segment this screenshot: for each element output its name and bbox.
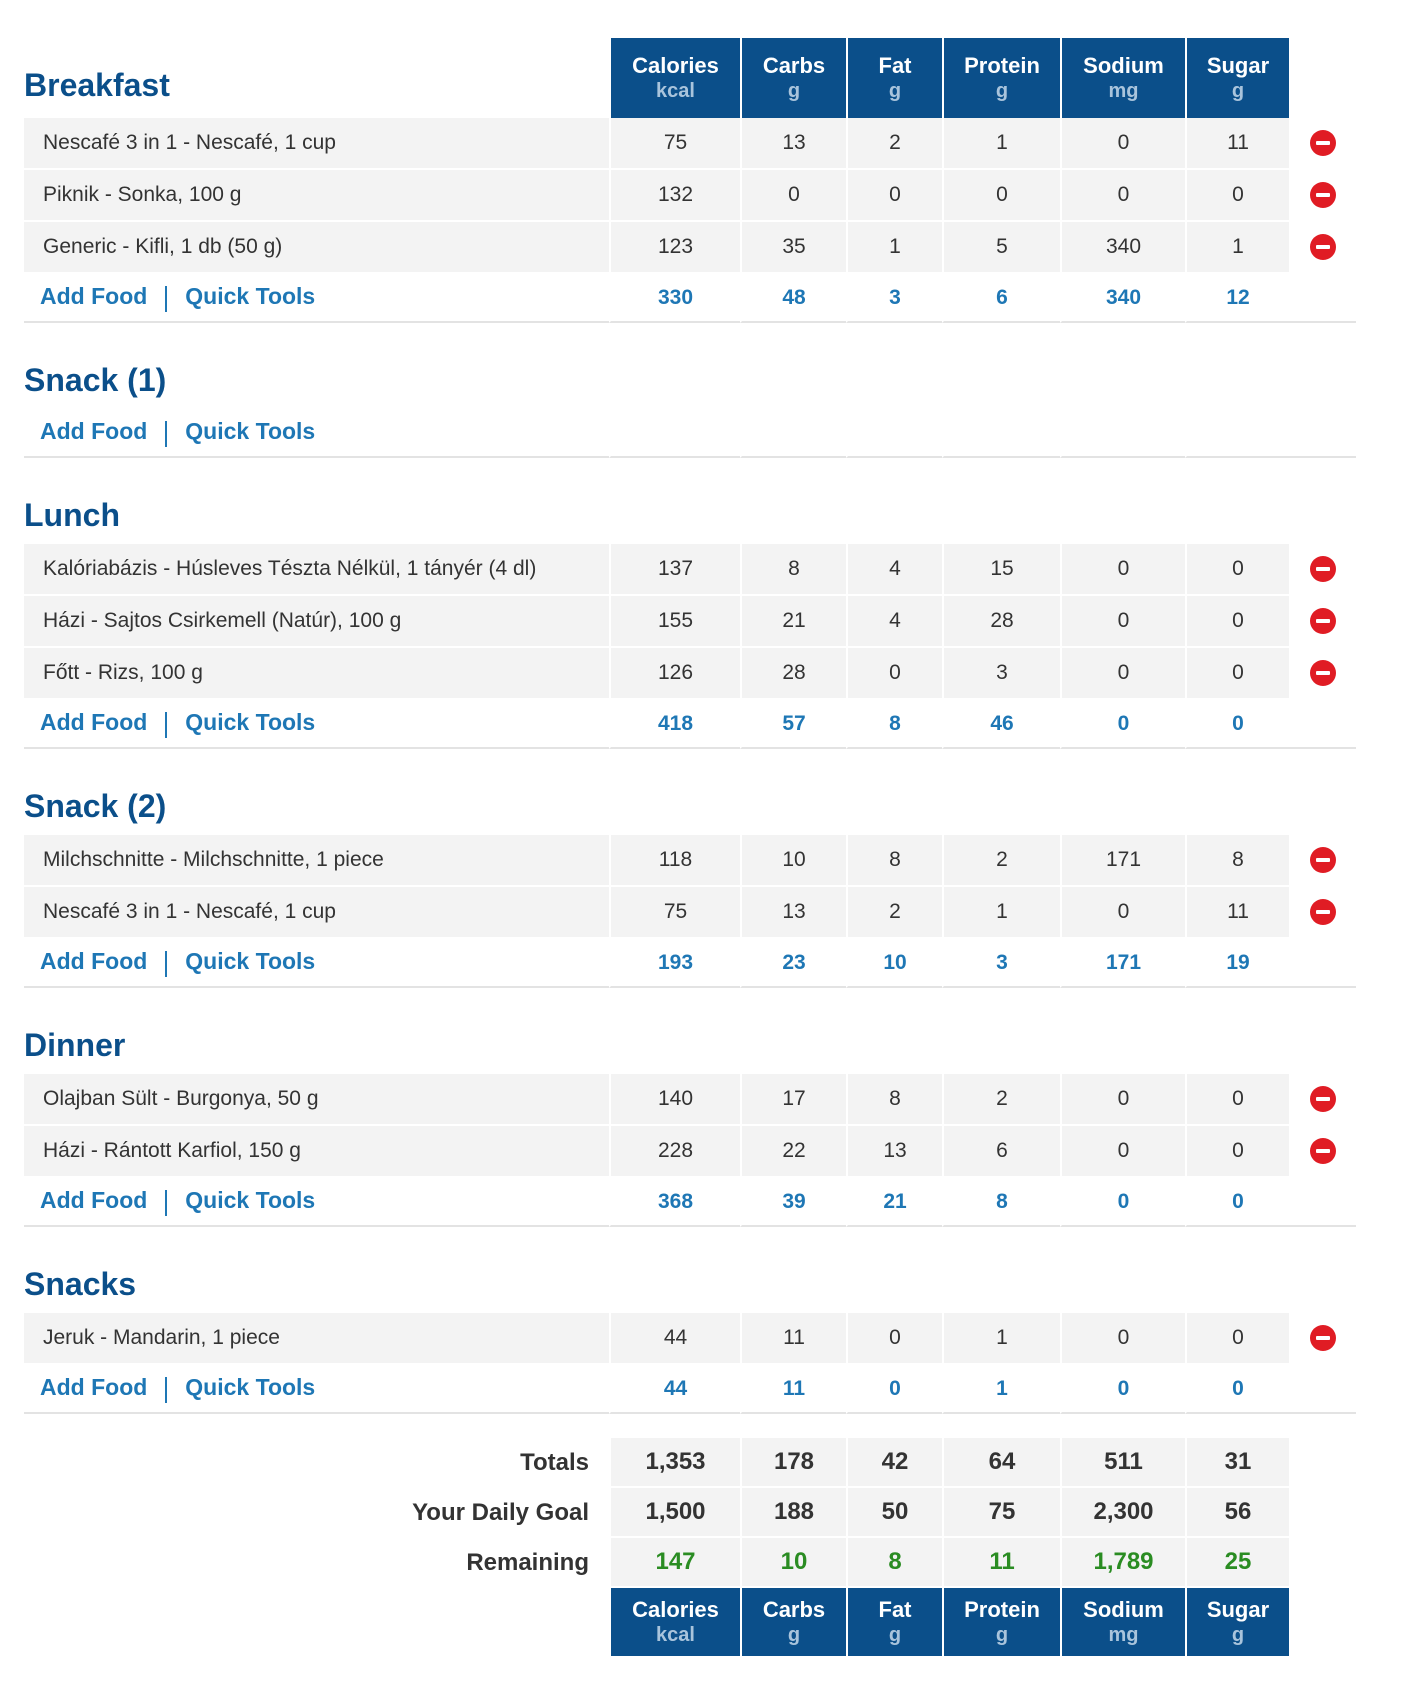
food-name-link[interactable]: Piknik - Sonka, 100 g bbox=[24, 170, 609, 222]
column-name: Sodium bbox=[1083, 1597, 1164, 1622]
meal-title: Lunch bbox=[24, 497, 120, 533]
meal-total-sugar: 19 bbox=[1185, 939, 1289, 988]
food-fat-value: 1 bbox=[846, 222, 942, 274]
meal-actions-row bbox=[24, 939, 1356, 988]
food-fat-value: 2 bbox=[846, 118, 942, 170]
header-col-sodium bbox=[1060, 38, 1185, 118]
column-unit: g bbox=[995, 80, 1009, 102]
spacer-row bbox=[24, 1414, 1356, 1426]
quick-tools-link[interactable]: Quick Tools bbox=[185, 418, 316, 445]
delete-cell bbox=[1289, 596, 1356, 648]
actions-blank bbox=[1289, 1365, 1356, 1414]
meal-total-carbs: 39 bbox=[740, 1178, 846, 1227]
food-calories-value: 155 bbox=[609, 596, 740, 648]
delete-cell bbox=[1289, 887, 1356, 939]
summary-sodium-value: 2,300 bbox=[1060, 1488, 1185, 1538]
link-divider bbox=[165, 421, 167, 447]
delete-food-icon[interactable] bbox=[1310, 130, 1336, 156]
food-calories-value: 228 bbox=[609, 1126, 740, 1178]
meal-total-sodium: 0 bbox=[1060, 1178, 1185, 1227]
food-row bbox=[24, 1126, 1356, 1178]
meal-total-sodium: 171 bbox=[1060, 939, 1185, 988]
food-calories-value: 126 bbox=[609, 648, 740, 700]
summary-label: Totals bbox=[24, 1438, 609, 1488]
food-row bbox=[24, 596, 1356, 648]
column-unit: g bbox=[787, 80, 801, 102]
column-name: Calories bbox=[632, 1597, 719, 1622]
meal-total-fat: 3 bbox=[846, 274, 942, 323]
summary-fat-value: 8 bbox=[846, 1538, 942, 1588]
column-unit: g bbox=[888, 1624, 902, 1646]
food-sugar-value: 0 bbox=[1185, 1126, 1289, 1178]
header-col-carbs bbox=[740, 38, 846, 118]
delete-cell bbox=[1289, 118, 1356, 170]
food-diary-table bbox=[24, 38, 1356, 1656]
meal-header-row bbox=[24, 38, 1356, 118]
actions-blank bbox=[1289, 700, 1356, 749]
quick-tools-link[interactable]: Quick Tools bbox=[185, 283, 316, 310]
food-row bbox=[24, 1313, 1356, 1365]
food-fat-value: 0 bbox=[846, 648, 942, 700]
delete-food-icon[interactable] bbox=[1310, 182, 1336, 208]
food-protein-value: 6 bbox=[942, 1126, 1060, 1178]
meal-header-row bbox=[24, 323, 1356, 409]
food-sodium-value: 0 bbox=[1060, 118, 1185, 170]
meal-total-fat: 0 bbox=[846, 1365, 942, 1414]
delete-food-icon[interactable] bbox=[1310, 899, 1336, 925]
column-unit: g bbox=[1231, 1624, 1245, 1646]
summary-sodium-value: 511 bbox=[1060, 1438, 1185, 1488]
food-carbs-value: 8 bbox=[740, 544, 846, 596]
summary-protein-value: 75 bbox=[942, 1488, 1060, 1538]
food-protein-value: 15 bbox=[942, 544, 1060, 596]
food-calories-value: 118 bbox=[609, 835, 740, 887]
food-sugar-value: 8 bbox=[1185, 835, 1289, 887]
meal-actions-row bbox=[24, 409, 1356, 458]
column-name: Fat bbox=[878, 53, 912, 78]
meal-total-calories: 44 bbox=[609, 1365, 740, 1414]
food-calories-value: 137 bbox=[609, 544, 740, 596]
food-fat-value: 8 bbox=[846, 1074, 942, 1126]
meal-header-filler bbox=[609, 749, 1356, 835]
food-row bbox=[24, 887, 1356, 939]
delete-cell bbox=[1289, 1074, 1356, 1126]
summary-sodium-value: 1,789 bbox=[1060, 1538, 1185, 1588]
meal-total-calories: 368 bbox=[609, 1178, 740, 1227]
food-protein-value: 2 bbox=[942, 835, 1060, 887]
meal-actions bbox=[24, 274, 609, 323]
summary-blank bbox=[1289, 1438, 1356, 1488]
header-col-sugar bbox=[1185, 38, 1289, 118]
food-protein-value: 1 bbox=[942, 1313, 1060, 1365]
summary-label: Your Daily Goal bbox=[24, 1488, 609, 1538]
food-name-link[interactable]: Főtt - Rizs, 100 g bbox=[24, 648, 609, 700]
footer-col-calories bbox=[609, 1588, 740, 1656]
food-sugar-value: 11 bbox=[1185, 118, 1289, 170]
meal-title: Snack (1) bbox=[24, 362, 167, 398]
summary-protein-value: 64 bbox=[942, 1438, 1060, 1488]
delete-food-icon[interactable] bbox=[1310, 608, 1336, 634]
column-name: Fat bbox=[878, 1597, 912, 1622]
summary-carbs-value: 188 bbox=[740, 1488, 846, 1538]
food-name-link[interactable]: Kalóriabázis - Húsleves Tészta Nélkül, 1 tányér (4 dl) bbox=[24, 544, 609, 596]
meal-total-protein: 6 bbox=[942, 274, 1060, 323]
delete-cell bbox=[1289, 1126, 1356, 1178]
food-row bbox=[24, 835, 1356, 887]
column-name: Calories bbox=[632, 53, 719, 78]
footer-col-carbs bbox=[740, 1588, 846, 1656]
column-name: Sugar bbox=[1206, 1597, 1270, 1622]
meal-title: Snacks bbox=[24, 1266, 137, 1302]
food-sugar-value: 0 bbox=[1185, 1313, 1289, 1365]
add-food-link[interactable]: Add Food bbox=[40, 1187, 148, 1214]
add-food-link[interactable]: Add Food bbox=[40, 283, 148, 310]
column-unit: mg bbox=[1108, 80, 1139, 102]
footer-header-row bbox=[24, 1588, 1356, 1656]
food-fat-value: 8 bbox=[846, 835, 942, 887]
column-unit: mg bbox=[1108, 1624, 1139, 1646]
link-divider bbox=[165, 951, 167, 977]
food-fat-value: 4 bbox=[846, 596, 942, 648]
meal-total-sodium bbox=[1060, 409, 1185, 458]
food-row bbox=[24, 118, 1356, 170]
header-blank bbox=[1289, 38, 1356, 118]
actions-blank bbox=[1289, 1178, 1356, 1227]
summary-blank bbox=[1289, 1488, 1356, 1538]
summary-fat-value: 50 bbox=[846, 1488, 942, 1538]
header-col-calories bbox=[609, 38, 740, 118]
summary-label: Remaining bbox=[24, 1538, 609, 1588]
food-protein-value: 0 bbox=[942, 170, 1060, 222]
food-name-link[interactable]: Házi - Rántott Karfiol, 150 g bbox=[24, 1126, 609, 1178]
food-carbs-value: 28 bbox=[740, 648, 846, 700]
meal-total-sugar: 12 bbox=[1185, 274, 1289, 323]
food-fat-value: 2 bbox=[846, 887, 942, 939]
food-sugar-value: 0 bbox=[1185, 544, 1289, 596]
meal-title: Snack (2) bbox=[24, 788, 167, 824]
column-name: Carbs bbox=[762, 53, 826, 78]
meal-actions bbox=[24, 939, 609, 988]
meal-actions-row bbox=[24, 274, 1356, 323]
quick-tools-link[interactable]: Quick Tools bbox=[185, 1187, 316, 1214]
meal-header-filler bbox=[609, 323, 1356, 409]
actions-blank bbox=[1289, 409, 1356, 458]
meal-actions-row bbox=[24, 1365, 1356, 1414]
meal-total-fat: 10 bbox=[846, 939, 942, 988]
footer-col-sugar bbox=[1185, 1588, 1289, 1656]
link-divider bbox=[165, 1190, 167, 1216]
column-unit: g bbox=[888, 80, 902, 102]
food-calories-value: 132 bbox=[609, 170, 740, 222]
food-carbs-value: 13 bbox=[740, 118, 846, 170]
summary-fat-value: 42 bbox=[846, 1438, 942, 1488]
food-carbs-value: 35 bbox=[740, 222, 846, 274]
food-fat-value: 4 bbox=[846, 544, 942, 596]
meal-total-sodium: 0 bbox=[1060, 1365, 1185, 1414]
footer-col-protein bbox=[942, 1588, 1060, 1656]
food-protein-value: 1 bbox=[942, 118, 1060, 170]
food-name-link[interactable]: Milchschnitte - Milchschnitte, 1 piece bbox=[24, 835, 609, 887]
meal-total-fat: 8 bbox=[846, 700, 942, 749]
food-row bbox=[24, 222, 1356, 274]
food-fat-value: 0 bbox=[846, 1313, 942, 1365]
meal-total-carbs: 11 bbox=[740, 1365, 846, 1414]
delete-cell bbox=[1289, 648, 1356, 700]
meal-actions bbox=[24, 700, 609, 749]
spacer bbox=[24, 1414, 1356, 1426]
meal-total-protein bbox=[942, 409, 1060, 458]
food-calories-value: 123 bbox=[609, 222, 740, 274]
delete-food-icon[interactable] bbox=[1310, 660, 1336, 686]
meal-actions bbox=[24, 1178, 609, 1227]
meal-header-row bbox=[24, 749, 1356, 835]
delete-food-icon[interactable] bbox=[1310, 556, 1336, 582]
food-sodium-value: 0 bbox=[1060, 596, 1185, 648]
food-sugar-value: 0 bbox=[1185, 596, 1289, 648]
food-sodium-value: 0 bbox=[1060, 1313, 1185, 1365]
meal-header-row bbox=[24, 1227, 1356, 1313]
food-name-link[interactable]: Nescafé 3 in 1 - Nescafé, 1 cup bbox=[24, 118, 609, 170]
delete-cell bbox=[1289, 222, 1356, 274]
food-sodium-value: 171 bbox=[1060, 835, 1185, 887]
food-fat-value: 13 bbox=[846, 1126, 942, 1178]
meal-total-protein: 46 bbox=[942, 700, 1060, 749]
food-row bbox=[24, 1074, 1356, 1126]
food-fat-value: 0 bbox=[846, 170, 942, 222]
food-sugar-value: 1 bbox=[1185, 222, 1289, 274]
column-unit: g bbox=[787, 1624, 801, 1646]
meal-total-carbs: 57 bbox=[740, 700, 846, 749]
actions-blank bbox=[1289, 939, 1356, 988]
summary-carbs-value: 10 bbox=[740, 1538, 846, 1588]
meal-total-calories bbox=[609, 409, 740, 458]
meal-total-sodium: 340 bbox=[1060, 274, 1185, 323]
food-calories-value: 140 bbox=[609, 1074, 740, 1126]
meal-total-fat bbox=[846, 409, 942, 458]
link-divider bbox=[165, 1377, 167, 1403]
quick-tools-link[interactable]: Quick Tools bbox=[185, 1374, 316, 1401]
food-calories-value: 75 bbox=[609, 887, 740, 939]
column-unit: g bbox=[1231, 80, 1245, 102]
food-sodium-value: 0 bbox=[1060, 1126, 1185, 1178]
meal-header-filler bbox=[609, 988, 1356, 1074]
footer-blank bbox=[24, 1588, 609, 1656]
meal-total-sugar: 0 bbox=[1185, 1178, 1289, 1227]
food-protein-value: 2 bbox=[942, 1074, 1060, 1126]
meal-total-sodium: 0 bbox=[1060, 700, 1185, 749]
food-row bbox=[24, 648, 1356, 700]
meal-actions-row bbox=[24, 1178, 1356, 1227]
column-unit: kcal bbox=[656, 1624, 695, 1646]
meal-total-sugar bbox=[1185, 409, 1289, 458]
header-col-fat bbox=[846, 38, 942, 118]
meal-total-calories: 193 bbox=[609, 939, 740, 988]
meal-total-sugar: 0 bbox=[1185, 1365, 1289, 1414]
summary-protein-value: 11 bbox=[942, 1538, 1060, 1588]
food-sugar-value: 0 bbox=[1185, 648, 1289, 700]
food-name-link[interactable]: Házi - Sajtos Csirkemell (Natúr), 100 g bbox=[24, 596, 609, 648]
footer-col-sodium bbox=[1060, 1588, 1185, 1656]
quick-tools-link[interactable]: Quick Tools bbox=[185, 948, 316, 975]
food-sodium-value: 0 bbox=[1060, 648, 1185, 700]
food-protein-value: 1 bbox=[942, 887, 1060, 939]
meal-header-filler bbox=[609, 458, 1356, 544]
food-carbs-value: 13 bbox=[740, 887, 846, 939]
food-name-link[interactable]: Nescafé 3 in 1 - Nescafé, 1 cup bbox=[24, 887, 609, 939]
summary-sugar-value: 25 bbox=[1185, 1538, 1289, 1588]
delete-cell bbox=[1289, 170, 1356, 222]
food-calories-value: 75 bbox=[609, 118, 740, 170]
meal-total-protein: 3 bbox=[942, 939, 1060, 988]
meal-header-row bbox=[24, 988, 1356, 1074]
summary-sugar-value: 31 bbox=[1185, 1438, 1289, 1488]
column-unit: kcal bbox=[656, 80, 695, 102]
meal-actions-row bbox=[24, 700, 1356, 749]
food-sodium-value: 0 bbox=[1060, 544, 1185, 596]
delete-food-icon[interactable] bbox=[1310, 847, 1336, 873]
delete-cell bbox=[1289, 1313, 1356, 1365]
column-name: Carbs bbox=[762, 1597, 826, 1622]
column-name: Protein bbox=[964, 1597, 1040, 1622]
food-sugar-value: 0 bbox=[1185, 170, 1289, 222]
food-carbs-value: 0 bbox=[740, 170, 846, 222]
meal-total-protein: 1 bbox=[942, 1365, 1060, 1414]
summary-blank bbox=[1289, 1538, 1356, 1588]
food-calories-value: 44 bbox=[609, 1313, 740, 1365]
meal-total-carbs bbox=[740, 409, 846, 458]
meal-header-row bbox=[24, 458, 1356, 544]
column-name: Protein bbox=[964, 53, 1040, 78]
meal-total-sugar: 0 bbox=[1185, 700, 1289, 749]
food-protein-value: 5 bbox=[942, 222, 1060, 274]
food-sugar-value: 11 bbox=[1185, 887, 1289, 939]
meal-total-carbs: 48 bbox=[740, 274, 846, 323]
delete-food-icon[interactable] bbox=[1310, 234, 1336, 260]
food-carbs-value: 17 bbox=[740, 1074, 846, 1126]
summary-calories-value: 147 bbox=[609, 1538, 740, 1588]
daily-goal-row bbox=[24, 1488, 1356, 1538]
header-col-protein bbox=[942, 38, 1060, 118]
add-food-link[interactable]: Add Food bbox=[40, 1374, 148, 1401]
delete-food-icon[interactable] bbox=[1310, 1138, 1336, 1164]
delete-cell bbox=[1289, 835, 1356, 887]
food-carbs-value: 11 bbox=[740, 1313, 846, 1365]
meal-total-protein: 8 bbox=[942, 1178, 1060, 1227]
food-row bbox=[24, 170, 1356, 222]
meal-actions bbox=[24, 409, 609, 458]
food-carbs-value: 21 bbox=[740, 596, 846, 648]
column-unit: g bbox=[995, 1624, 1009, 1646]
food-carbs-value: 10 bbox=[740, 835, 846, 887]
meal-header-filler bbox=[609, 1227, 1356, 1313]
quick-tools-link[interactable]: Quick Tools bbox=[185, 709, 316, 736]
add-food-link[interactable]: Add Food bbox=[40, 709, 148, 736]
food-protein-value: 3 bbox=[942, 648, 1060, 700]
food-name-link[interactable]: Jeruk - Mandarin, 1 piece bbox=[24, 1313, 609, 1365]
food-sodium-value: 0 bbox=[1060, 887, 1185, 939]
delete-food-icon[interactable] bbox=[1310, 1086, 1336, 1112]
footer-blank bbox=[1289, 1588, 1356, 1656]
meal-title: Dinner bbox=[24, 1027, 126, 1063]
food-row bbox=[24, 544, 1356, 596]
meal-actions bbox=[24, 1365, 609, 1414]
summary-calories-value: 1,500 bbox=[609, 1488, 740, 1538]
meal-title: Breakfast bbox=[24, 67, 170, 103]
food-name-link[interactable]: Olajban Sült - Burgonya, 50 g bbox=[24, 1074, 609, 1126]
food-carbs-value: 22 bbox=[740, 1126, 846, 1178]
summary-sugar-value: 56 bbox=[1185, 1488, 1289, 1538]
food-sodium-value: 340 bbox=[1060, 222, 1185, 274]
summary-calories-value: 1,353 bbox=[609, 1438, 740, 1488]
spacer-row bbox=[24, 1426, 1356, 1438]
footer-col-fat bbox=[846, 1588, 942, 1656]
meal-total-carbs: 23 bbox=[740, 939, 846, 988]
meal-total-fat: 21 bbox=[846, 1178, 942, 1227]
food-protein-value: 28 bbox=[942, 596, 1060, 648]
delete-cell bbox=[1289, 544, 1356, 596]
spacer bbox=[24, 1426, 1356, 1438]
food-sugar-value: 0 bbox=[1185, 1074, 1289, 1126]
actions-blank bbox=[1289, 274, 1356, 323]
link-divider bbox=[165, 712, 167, 738]
column-name: Sugar bbox=[1206, 53, 1270, 78]
totals-row bbox=[24, 1438, 1356, 1488]
remaining-row bbox=[24, 1538, 1356, 1588]
food-name-link[interactable]: Generic - Kifli, 1 db (50 g) bbox=[24, 222, 609, 274]
delete-food-icon[interactable] bbox=[1310, 1325, 1336, 1351]
summary-carbs-value: 178 bbox=[740, 1438, 846, 1488]
meal-total-calories: 330 bbox=[609, 274, 740, 323]
food-sodium-value: 0 bbox=[1060, 1074, 1185, 1126]
food-sodium-value: 0 bbox=[1060, 170, 1185, 222]
link-divider bbox=[165, 286, 167, 312]
add-food-link[interactable]: Add Food bbox=[40, 948, 148, 975]
column-name: Sodium bbox=[1083, 53, 1164, 78]
add-food-link[interactable]: Add Food bbox=[40, 418, 148, 445]
meal-total-calories: 418 bbox=[609, 700, 740, 749]
